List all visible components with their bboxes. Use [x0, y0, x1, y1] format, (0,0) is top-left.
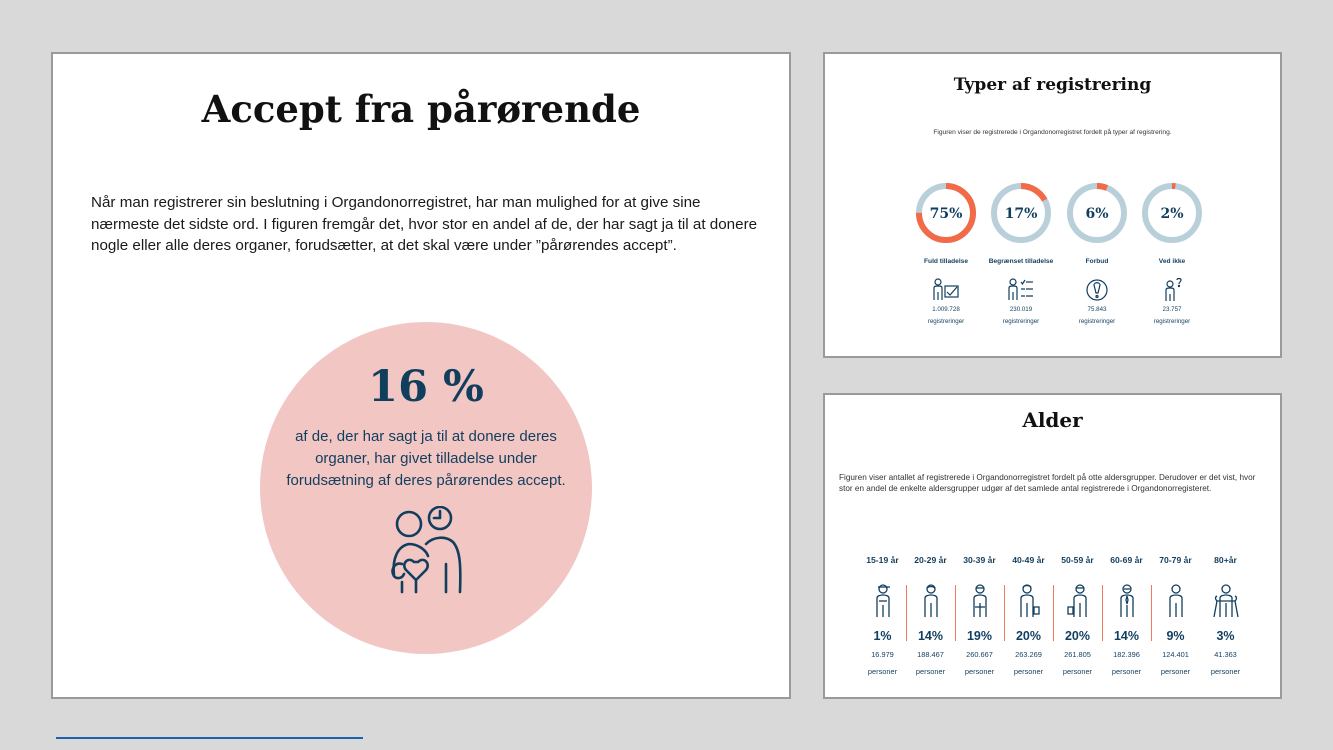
- types-title: Typer af registrering: [953, 75, 1152, 95]
- ring-chart: [990, 182, 1052, 244]
- age-count: 261.805: [1064, 650, 1091, 659]
- ring-chart: [915, 182, 977, 244]
- age-count: 16.979: [871, 650, 894, 659]
- type-item-limited: [983, 182, 1059, 326]
- person-check-icon: [931, 278, 961, 302]
- elderly-icon: [1165, 583, 1187, 619]
- age-percent: 1%: [873, 629, 892, 643]
- age-group-80-plus: [1201, 555, 1250, 677]
- type-count: 1.009.728: [932, 306, 960, 313]
- age-label: 50-59 år: [1061, 555, 1094, 565]
- age-unit: personer: [964, 666, 995, 676]
- ring-percent: 75%: [929, 206, 963, 222]
- type-item-full: [908, 182, 984, 326]
- age-count: 41.363: [1214, 650, 1237, 659]
- age-count: 182.396: [1113, 650, 1140, 659]
- type-unit: registreringer: [1078, 318, 1116, 325]
- age-percent: 3%: [1216, 629, 1235, 643]
- person-list-icon: [1006, 278, 1036, 302]
- age-unit: personer: [915, 666, 946, 676]
- teen-cap-icon: [872, 583, 894, 619]
- age-count: 124.401: [1162, 650, 1189, 659]
- person-question-icon: [1157, 278, 1187, 302]
- type-item-ban: [1059, 182, 1135, 326]
- age-group-30-39: [955, 555, 1004, 677]
- age-label: 30-39 år: [963, 555, 996, 565]
- relatives-acceptance-card: [51, 52, 791, 699]
- age-group-15-19: [858, 555, 907, 677]
- ring-percent: 6%: [1085, 206, 1109, 222]
- age-unit: personer: [1013, 666, 1044, 676]
- age-count: 260.667: [966, 650, 993, 659]
- age-card: [823, 393, 1282, 699]
- age-label: 15-19 år: [866, 555, 899, 565]
- age-unit: personer: [1210, 666, 1241, 676]
- age-group-50-59: [1053, 555, 1102, 677]
- type-count: 230.019: [1009, 306, 1033, 313]
- age-group-20-29: [906, 555, 955, 677]
- intro-paragraph: Når man registrerer sin beslutning i Organdonorregistret, har man mulighed for at give sine nærmeste det sidste ord. I figuren fremgår det, hvor stor en andel af de, der har sagt ja til at donere nogle eller alle deres organer, forudsætter, at det skal være under ”pårørendes accept”.: [91, 194, 758, 254]
- young-adult-icon: [920, 583, 942, 619]
- age-unit: personer: [1062, 666, 1093, 676]
- type-item-unknown: [1134, 182, 1210, 326]
- age-count: 188.467: [917, 650, 944, 659]
- age-title: Alder: [1022, 408, 1083, 432]
- family-heart-icon: [388, 506, 464, 596]
- age-unit: personer: [1160, 666, 1191, 676]
- ring-percent: 2%: [1160, 206, 1184, 222]
- stat-caption: af de, der har sagt ja til at donere deres organer, har givet tilladelse under forudsætning af deres pårørendes accept.: [286, 428, 566, 489]
- stat-circle: [260, 322, 592, 654]
- type-label: Forbud: [1085, 258, 1109, 265]
- age-group-40-49: [1004, 555, 1053, 677]
- warning-circle-icon: [1082, 278, 1112, 302]
- age-group-60-69: [1102, 555, 1151, 677]
- age-unit: personer: [867, 666, 898, 676]
- type-count: 75.843: [1087, 306, 1107, 313]
- type-label: Ved ikke: [1158, 258, 1186, 265]
- age-label: 60-69 år: [1110, 555, 1143, 565]
- age-group-70-79: [1151, 555, 1200, 677]
- adult-icon: [969, 583, 991, 619]
- age-percent: 9%: [1166, 629, 1185, 643]
- type-unit: registreringer: [927, 318, 965, 325]
- stat-value: 16 %: [368, 362, 484, 412]
- age-percent: 14%: [917, 629, 944, 643]
- age-label: 40-49 år: [1012, 555, 1045, 565]
- age-unit: personer: [1111, 666, 1142, 676]
- age-count: 263.269: [1015, 650, 1042, 659]
- adult-briefcase-icon: [1018, 583, 1040, 619]
- age-percent: 14%: [1113, 629, 1140, 643]
- type-count: 23.757: [1162, 306, 1182, 313]
- age-percent: 20%: [1064, 629, 1091, 643]
- ring-chart: [1066, 182, 1128, 244]
- age-description: Figuren viser antallet af registrerede i Organdonorregistret fordelt på otte aldersgrupper. Derudover er det vist, hvor stor en andel de enkelte aldersgrupper udgør af det samlede antal registrerede i Organdonorregisteret.: [839, 473, 1256, 493]
- adult-bag-icon: [1067, 583, 1089, 619]
- senior-tie-icon: [1116, 583, 1138, 619]
- ring-percent: 17%: [1004, 206, 1038, 222]
- type-label: Fuld tilladelse: [924, 258, 968, 265]
- types-description: Figuren viser de registrerede i Organdonorregistret fordelt på typer af registrering.: [933, 129, 1172, 136]
- type-unit: registreringer: [1002, 318, 1040, 325]
- age-percent: 20%: [1015, 629, 1042, 643]
- type-unit: registreringer: [1153, 318, 1191, 325]
- age-label: 70-79 år: [1159, 555, 1192, 565]
- ring-chart: [1141, 182, 1203, 244]
- bottom-accent-line: [56, 737, 363, 739]
- elderly-walker-icon: [1211, 583, 1241, 619]
- age-label: 80+år: [1214, 555, 1237, 565]
- age-label: 20-29 år: [914, 555, 947, 565]
- page-title: Accept fra pårørende: [201, 87, 641, 131]
- registration-types-card: [823, 52, 1282, 358]
- type-label: Begrænset tilladelse: [988, 258, 1054, 265]
- age-percent: 19%: [966, 629, 993, 643]
